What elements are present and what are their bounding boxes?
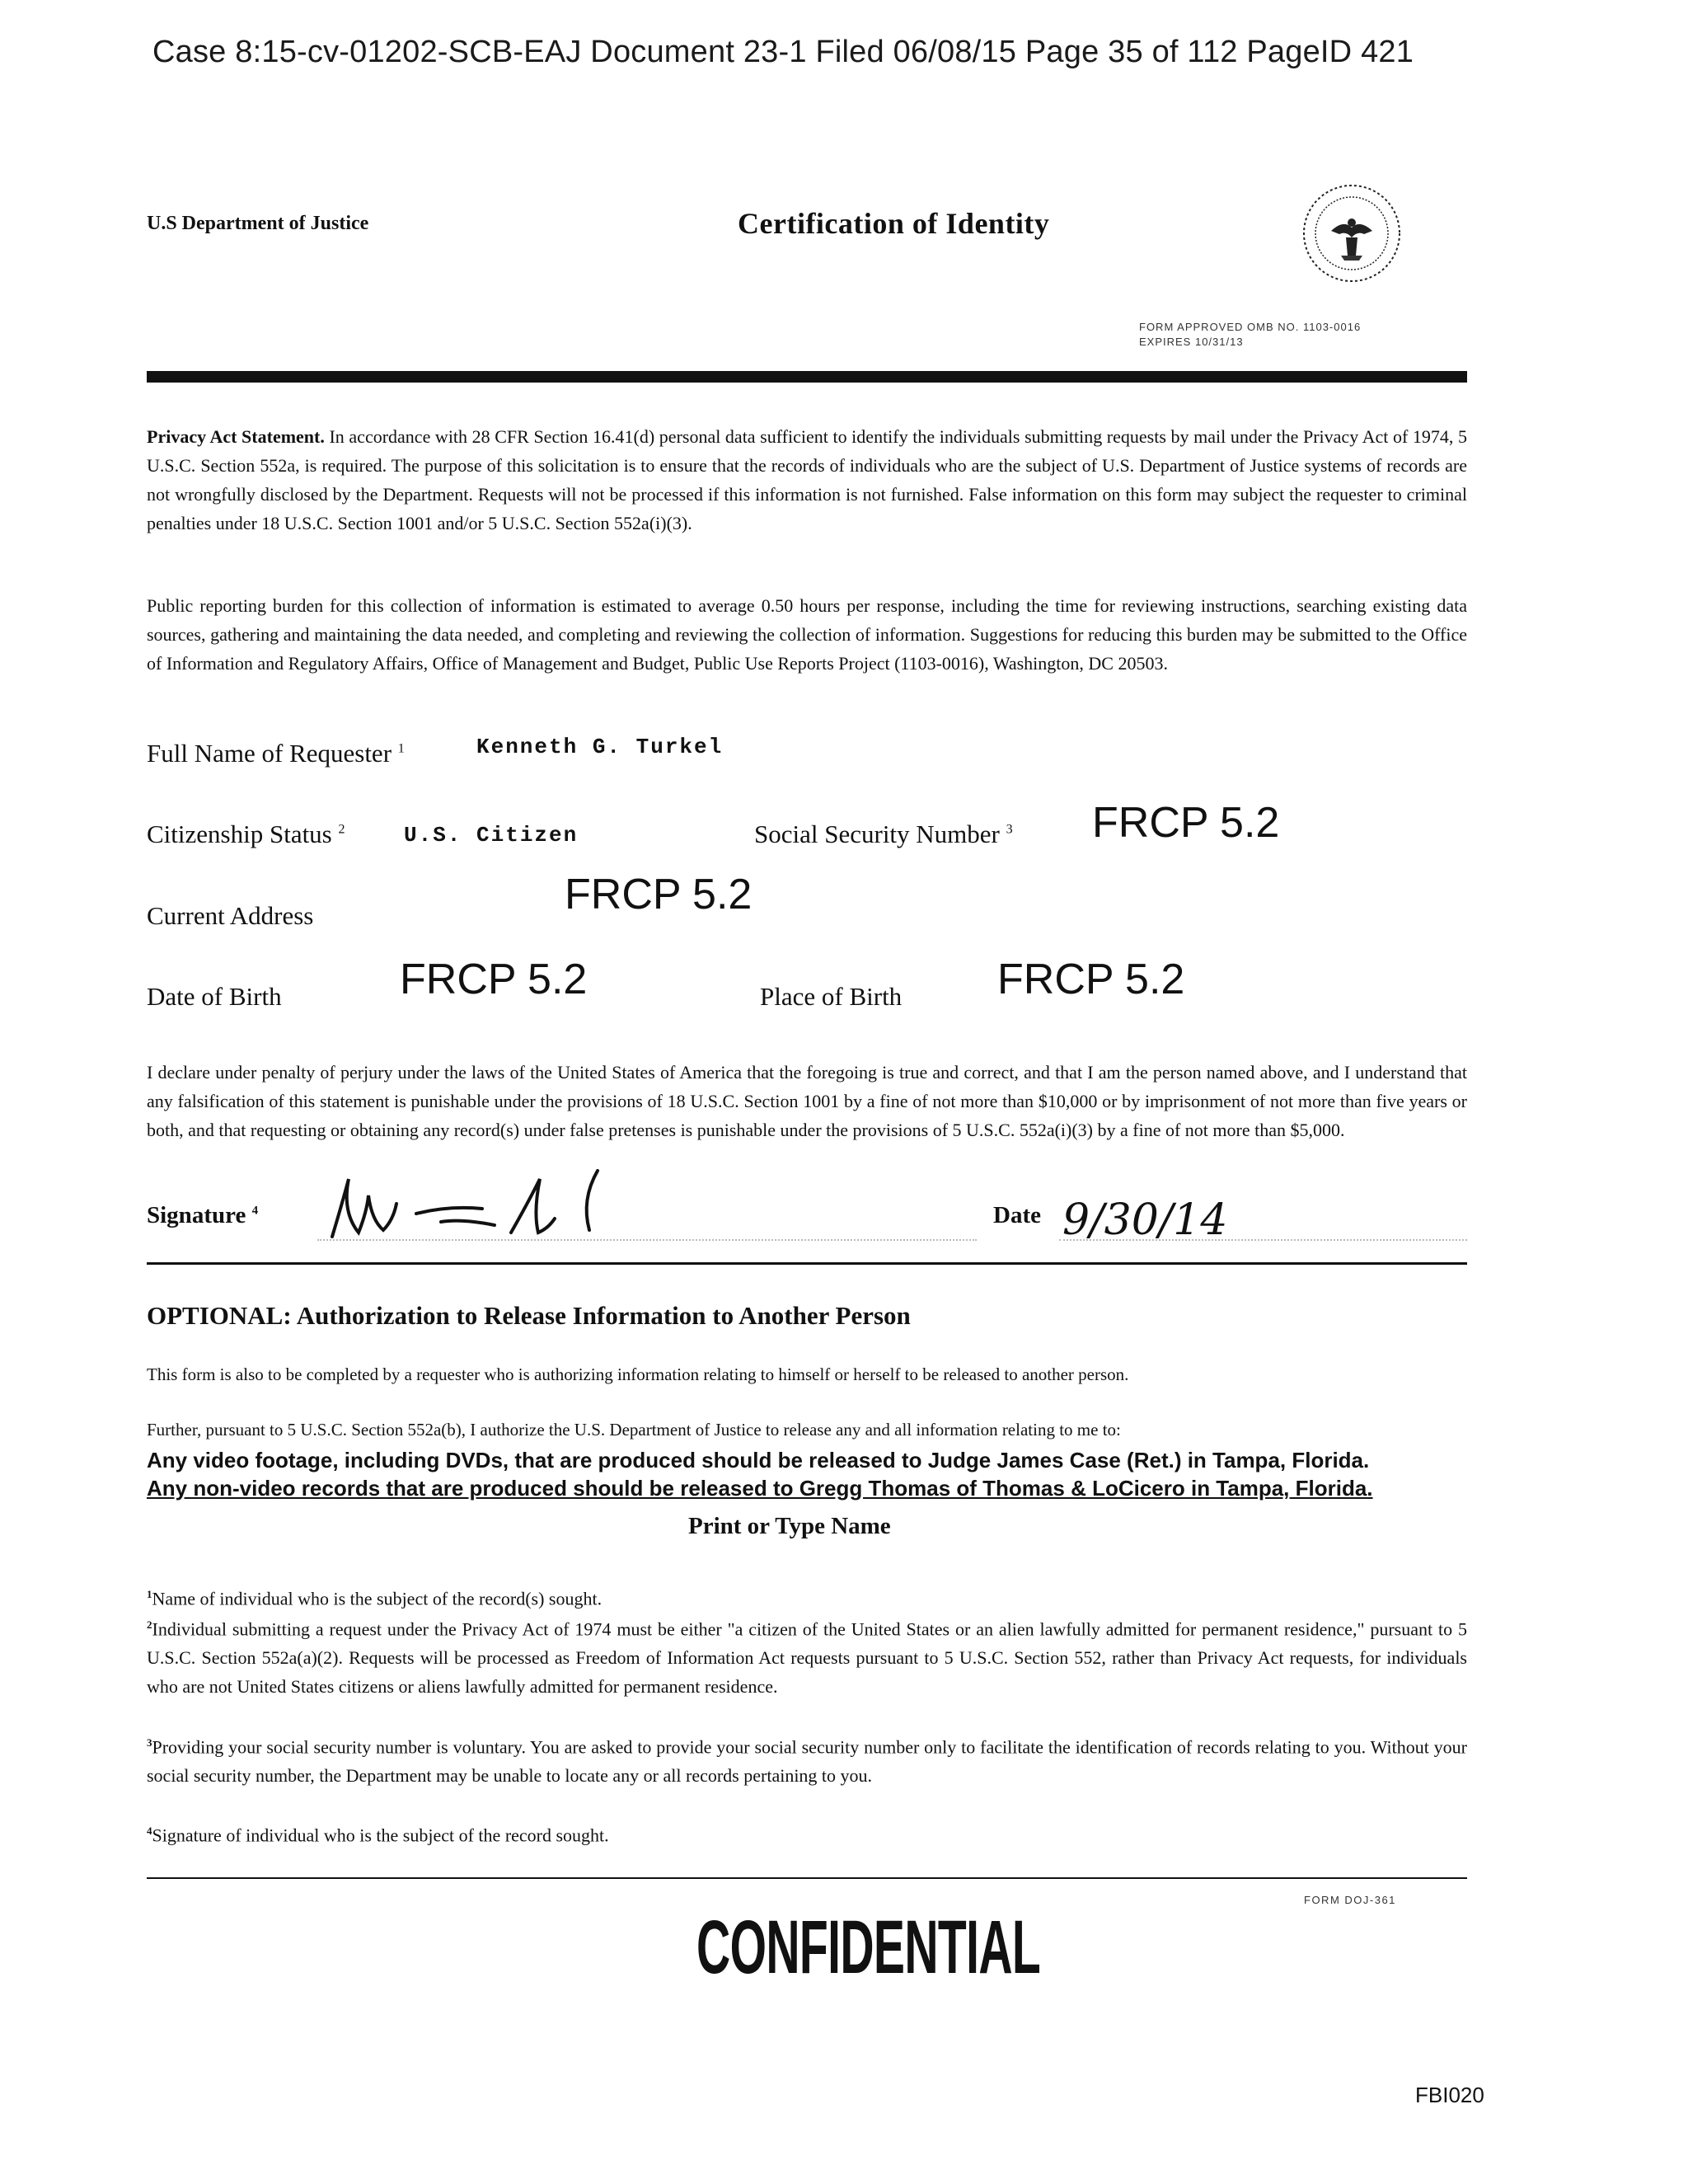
optional-heading: OPTIONAL: Authorization to Release Information to Another Person xyxy=(147,1301,911,1330)
footnote-3 xyxy=(147,1728,1467,1790)
burden-statement: Public reporting burden for this collection of information is estimated to average 0.50 hours per response, including the time for reviewing instructions, searching existing data sources, gathering and maintaining the data needed, and completing and reviewing the collection of information. Suggestions for reducing this burden may be submitted to the Office of Information and Regulatory Affairs, Office of Management and Budget, Public Use Reports Project (1103-0016), Washington, DC 20503. xyxy=(147,595,1467,674)
case-header: Case 8:15-cv-01202-SCB-EAJ Document 23-1 Filed 06/08/15 Page 35 of 112 PageID 421 xyxy=(152,35,1414,69)
release-instruction-video[interactable]: Any video footage, including DVDs, that are produced should be released to Judge James Case (Ret.) in Tampa, Florida. xyxy=(147,1448,1370,1472)
doj-seal-icon xyxy=(1298,180,1405,287)
ssn-redaction: FRCP 5.2 xyxy=(1092,799,1280,847)
authorization-text: Further, pursuant to 5 U.S.C. Section 552a(b), I authorize the U.S. Department of Justice to release any and all information relating to me to: xyxy=(147,1420,1121,1440)
footnote-2 xyxy=(147,1610,1467,1701)
full-name-value[interactable]: Kenneth G. Turkel xyxy=(476,735,724,759)
footnote-3-mark: 3 xyxy=(147,1736,152,1749)
privacy-heading: Privacy Act Statement. xyxy=(147,426,325,447)
full-name-label-text: Full Name of Requester xyxy=(147,739,392,768)
print-name-label: Print or Type Name xyxy=(688,1513,891,1539)
ssn-footnote-mark: 3 xyxy=(1006,822,1013,837)
privacy-act-statement xyxy=(147,422,1467,538)
agency-name: U.S Department of Justice xyxy=(147,213,369,234)
citizenship-label-text: Citizenship Status xyxy=(147,820,332,848)
pob-redaction: FRCP 5.2 xyxy=(997,956,1185,1003)
signature-line xyxy=(317,1239,977,1241)
signature-label-text: Signature xyxy=(147,1202,246,1228)
footnote-1-text: Name of individual who is the subject of the record(s) sought. xyxy=(152,1588,603,1609)
ssn-label xyxy=(754,820,1013,849)
date-line xyxy=(1059,1239,1467,1241)
footnote-4-mark: 4 xyxy=(147,1825,152,1837)
footnote-1-mark: 1 xyxy=(147,1588,152,1600)
form-title: Certification of Identity xyxy=(738,207,1050,240)
omb-line-1: FORM APPROVED OMB NO. 1103-0016 xyxy=(1139,321,1362,333)
bates-number: FBI020 xyxy=(1415,2083,1484,2107)
date-label: Date xyxy=(993,1202,1041,1228)
omb-line-2: EXPIRES 10/31/13 xyxy=(1139,336,1244,348)
citizenship-value[interactable]: U.S. Citizen xyxy=(404,823,579,848)
omb-approval xyxy=(1139,320,1361,350)
optional-description: This form is also to be completed by a requester who is authorizing information relating to himself or herself to be released to another person. xyxy=(147,1364,1129,1384)
form-number: FORM DOJ-361 xyxy=(1304,1894,1396,1906)
full-name-footnote-mark: 1 xyxy=(397,741,405,756)
signature-label xyxy=(147,1202,258,1229)
privacy-text: In accordance with 28 CFR Section 16.41(d) personal data sufficient to identify the individuals submitting requests by mail under the Privacy Act of 1974, 5 U.S.C. Section 552a, is required. The purpose of this solicitation is to ensure that the records of individuals who are the subject of U.S. Department of Justice systems of records are not wrongfully disclosed by the Department. Requests will not be processed if this information is not furnished. False information on this form may subject the requester to criminal penalties under 18 U.S.C. Section 1001 and/or 5 U.S.C. Section 552a(i)(3). xyxy=(147,426,1467,533)
address-redaction: FRCP 5.2 xyxy=(565,871,753,918)
pob-label: Place of Birth xyxy=(760,982,903,1011)
perjury-declaration: I declare under penalty of perjury under the laws of the United States of America that the foregoing is true and correct, and that I am the person named above, and I understand that any falsification of this statement is punishable under the provisions of 18 U.S.C. Section 1001 by a fine of not more than $10,000 or by imprisonment of not more than five years or both, and that requesting or obtaining any record(s) under false pretenses is punishable under the provisions of 5 U.S.C. 552a(i)(3) by a fine of not more than $5,000. xyxy=(147,1062,1467,1140)
footnote-4-text: Signature of individual who is the subject of the record sought. xyxy=(152,1825,609,1846)
footnote-4 xyxy=(147,1816,1467,1849)
dob-label: Date of Birth xyxy=(147,982,282,1011)
footnote-3-text: Providing your social security number is voluntary. You are asked to provide your social security number only to facilitate the identification of records relating to you. Without your social security number, the Department may be unable to locate any or all records pertaining to you. xyxy=(147,1736,1467,1787)
handwritten-signature[interactable] xyxy=(317,1154,647,1245)
citizenship-label xyxy=(147,820,345,849)
dob-redaction: FRCP 5.2 xyxy=(400,956,588,1003)
handwritten-date[interactable] xyxy=(1059,1183,1249,1266)
full-name-label xyxy=(147,739,405,768)
ssn-label-text: Social Security Number xyxy=(754,820,1000,848)
signature-rule xyxy=(147,1262,1467,1265)
address-label: Current Address xyxy=(147,901,314,930)
citizenship-footnote-mark: 2 xyxy=(338,822,345,837)
footer-rule xyxy=(147,1877,1467,1879)
release-instruction-records[interactable]: Any non-video records that are produced should be released to Gregg Thomas of Thomas & LoCicero in Tampa, Florida. xyxy=(147,1476,1373,1501)
header-rule xyxy=(147,371,1467,383)
footnote-2-text: Individual submitting a request under the Privacy Act of 1974 must be either "a citizen of the United States or an alien lawfully admitted for permanent residence," pursuant to 5 U.S.C. Section 552a(a)(2). Requests will be processed as Freedom of Information Act requests pursuant to 5 U.S.C. Section 552, rather than Privacy Act requests, for individuals who are not United States citizens or aliens lawfully admitted for permanent residence. xyxy=(147,1618,1467,1698)
signature-footnote-mark: 4 xyxy=(251,1204,259,1218)
confidential-stamp: CONFIDENTIAL xyxy=(696,1905,1041,1989)
footnote-1 xyxy=(147,1580,1467,1613)
footnote-2-mark: 2 xyxy=(147,1618,152,1631)
date-value: 9/30/14 xyxy=(1062,1195,1228,1245)
